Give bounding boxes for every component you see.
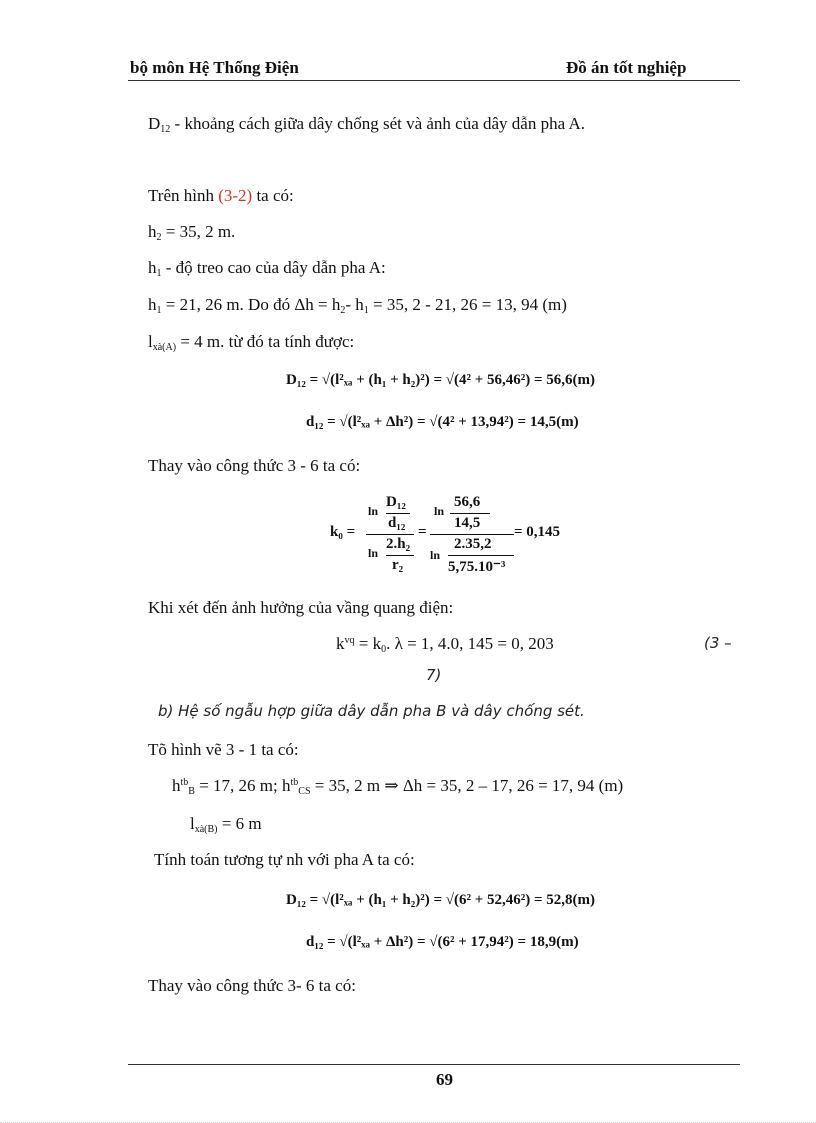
text-h2: $h_2 = 35$, 2 m. — [148, 222, 236, 243]
header-right: Đồ án tốt nghiệp — [566, 58, 687, 77]
equation-number-part2: 7) — [426, 666, 442, 684]
text-corona-effect: Khi xét đến ảnh hưởng của vầng quang điện: — [148, 598, 454, 617]
equation-kvq: $k^{vq} = k_0$. λ = 1, 4.0, 145 = 0, 203 — [336, 634, 554, 655]
text-lxa-a: $l_{xà(A)} = 4$ m. từ đó ta tính được: — [148, 332, 355, 353]
footer-rule — [128, 1064, 740, 1065]
equation-number-part1: (3 – — [704, 634, 732, 652]
text-substitute-2: Thay vào công thức 3- 6 ta có: — [148, 976, 356, 995]
header-rule — [128, 80, 740, 81]
text-figure-ref: Trên hình (3-2) ta có: — [148, 186, 294, 205]
text-from-figure: Tõ hình vẽ 3 - 1 ta có: — [148, 740, 299, 759]
equation-k0: k₀ = ln D₁₂ d₁₂ ln 2.h₂ r₂ = ln 56,6 14,5 ln 2.35,2 5,75.10⁻³ = 0,145 — [330, 494, 561, 575]
text-similar-calculation: Tính toán tương tự nh với pha A ta có: — [154, 850, 415, 869]
section-b-heading: b) Hệ số ngẫu hợp giữa dây dẫn pha B và dây chống sét. — [158, 702, 585, 720]
equation-d12-phase-A: d₁₂ = √(l²ₓₐ + Δh²) = √(4² + 13,94²) = 14,5(m) — [306, 414, 579, 430]
text-h1-value: $h_1 = 21$, 26 m. Do đó $\Delta h = h_2-$ $h_1 = 35$, 2 - 21, 26 = 13, 94 (m) — [148, 295, 567, 316]
equation-D12-phase-A: D₁₂ = √(l²ₓₐ + (h₁ + h₂)²) = √(4² + 56,46²) = 56,6(m) — [286, 372, 596, 388]
equation-D12-phase-B: D₁₂ = √(l²ₓₐ + (h₁ + h₂)²) = √(6² + 52,46²) = 52,8(m) — [286, 892, 596, 908]
figure-ref: (3-2) — [218, 186, 253, 205]
text-lxa-b: $l_{xà(B)} = 6$ m — [190, 814, 262, 835]
text-d12-definition: $D_{12}$ - khoảng cách giữa dây chống sét và ảnh của dây dẫn pha A. — [148, 114, 585, 135]
text-h1-definition: $h_1$ - độ treo cao của dây dẫn pha A: — [148, 258, 386, 279]
text-htb-values: $h^{tb}_B = 17$, 26 m; $h^{tb}_{CS} = 35$, 2 m ⇒ Δh = 35, 2 – 17, 26 = 17, 94 (m) — [172, 776, 624, 797]
equation-d12-phase-B: d₁₂ = √(l²ₓₐ + Δh²) = √(6² + 17,94²) = 18,9(m) — [306, 934, 579, 950]
text-substitute-1: Thay vào công thức 3 - 6 ta có: — [148, 456, 361, 475]
page-number: 69 — [436, 1070, 453, 1089]
header-left: bộ môn Hệ Thống Điện — [130, 58, 299, 77]
